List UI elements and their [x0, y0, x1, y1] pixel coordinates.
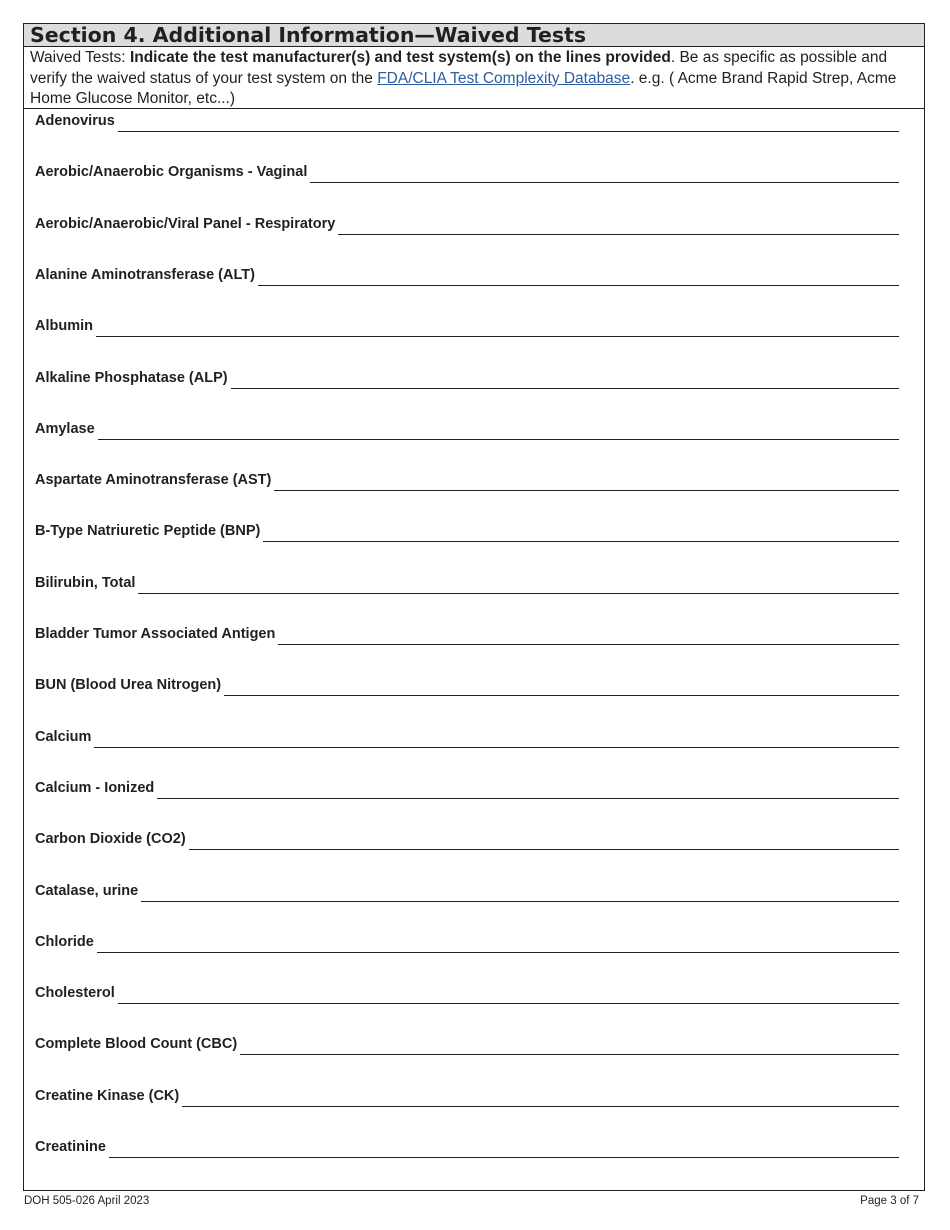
test-label: Bilirubin, Total — [35, 574, 136, 591]
test-row — [35, 367, 899, 389]
test-row — [35, 110, 899, 132]
instructions-bold: Indicate the test manufacturer(s) and test system(s) on the lines provided — [129, 49, 671, 66]
test-system-entry-line[interactable] — [189, 837, 899, 850]
instructions-middle: . Be as specific as possible and verify the waived status of your test system on the — [30, 49, 888, 87]
test-label: Aerobic/Anaerobic/Viral Panel - Respiratory — [35, 215, 336, 232]
instructions-suffix: . e.g. ( Acme Brand Rapid Strep, Acme Home Glucose Monitor, etc...) — [30, 69, 897, 107]
test-label: Creatine Kinase (CK) — [35, 1087, 180, 1104]
test-row — [35, 880, 899, 902]
test-system-entry-line[interactable] — [182, 1094, 899, 1107]
test-row — [35, 161, 899, 183]
test-label: Alanine Aminotransferase (ALT) — [35, 266, 255, 283]
test-system-entry-line[interactable] — [96, 324, 899, 337]
test-system-entry-line[interactable] — [109, 1145, 899, 1158]
test-label: Chloride — [35, 933, 94, 950]
instructions-prefix: Waived Tests: — [30, 49, 130, 66]
test-system-entry-line[interactable] — [263, 529, 899, 542]
test-system-entry-line[interactable] — [310, 170, 899, 183]
page-footer — [23, 1195, 925, 1207]
test-row — [35, 777, 899, 799]
test-label: Adenovirus — [35, 113, 115, 129]
test-label: BUN (Blood Urea Nitrogen) — [35, 677, 222, 694]
fda-clia-database-link[interactable]: FDA/CLIA Test Complexity Database — [377, 69, 631, 87]
test-system-entry-line[interactable] — [278, 632, 899, 645]
section-instructions — [24, 47, 924, 109]
test-system-entry-line[interactable] — [94, 735, 899, 748]
test-label: Complete Blood Count (CBC) — [35, 1036, 238, 1053]
test-row — [35, 1085, 899, 1107]
test-row — [35, 469, 899, 491]
test-row — [35, 213, 899, 235]
test-label: Amylase — [35, 420, 95, 437]
test-row — [35, 828, 899, 850]
test-label: B-Type Natriuretic Peptide (BNP) — [35, 523, 261, 540]
test-row — [35, 623, 899, 645]
test-row — [35, 726, 899, 748]
test-system-entry-line[interactable] — [258, 273, 899, 286]
test-label: Alkaline Phosphatase (ALP) — [35, 369, 228, 386]
test-label: Albumin — [35, 318, 93, 335]
test-label: Bladder Tumor Associated Antigen — [35, 626, 276, 642]
test-label: Calcium — [35, 728, 92, 745]
test-label: Calcium - Ionized — [35, 779, 155, 796]
test-system-entry-line[interactable] — [141, 889, 899, 902]
test-system-entry-line[interactable] — [98, 427, 899, 440]
test-label: Aspartate Aminotransferase (AST) — [35, 472, 272, 489]
test-row — [35, 315, 899, 337]
test-row — [35, 572, 899, 594]
page-number: Page 3 of 7 — [860, 1195, 919, 1207]
test-system-entry-line[interactable] — [118, 991, 899, 1004]
test-system-entry-line[interactable] — [138, 581, 899, 594]
test-row — [35, 1033, 899, 1055]
test-label: Creatinine — [35, 1139, 106, 1155]
waived-tests-section — [23, 23, 925, 1191]
test-label: Cholesterol — [35, 985, 115, 1002]
test-label: Catalase, urine — [35, 882, 139, 899]
test-system-entry-line[interactable] — [338, 222, 899, 235]
test-label: Carbon Dioxide (CO2) — [35, 831, 186, 848]
test-row — [35, 931, 899, 953]
test-system-entry-line[interactable] — [157, 786, 899, 799]
test-system-entry-line[interactable] — [224, 683, 899, 696]
test-system-entry-line[interactable] — [274, 478, 899, 491]
test-row — [35, 1136, 899, 1158]
test-system-entry-line[interactable] — [97, 940, 899, 953]
test-row — [35, 520, 899, 542]
test-label: Aerobic/Anaerobic Organisms - Vaginal — [35, 164, 308, 181]
test-row — [35, 418, 899, 440]
test-row — [35, 264, 899, 286]
section-title: Section 4. Additional Information—Waived Tests — [24, 24, 924, 47]
test-row — [35, 674, 899, 696]
test-system-entry-line[interactable] — [231, 376, 899, 389]
test-system-entry-line[interactable] — [240, 1042, 899, 1055]
form-id: DOH 505-026 April 2023 — [24, 1195, 150, 1207]
test-row — [35, 982, 899, 1004]
test-system-entry-line[interactable] — [118, 119, 899, 132]
